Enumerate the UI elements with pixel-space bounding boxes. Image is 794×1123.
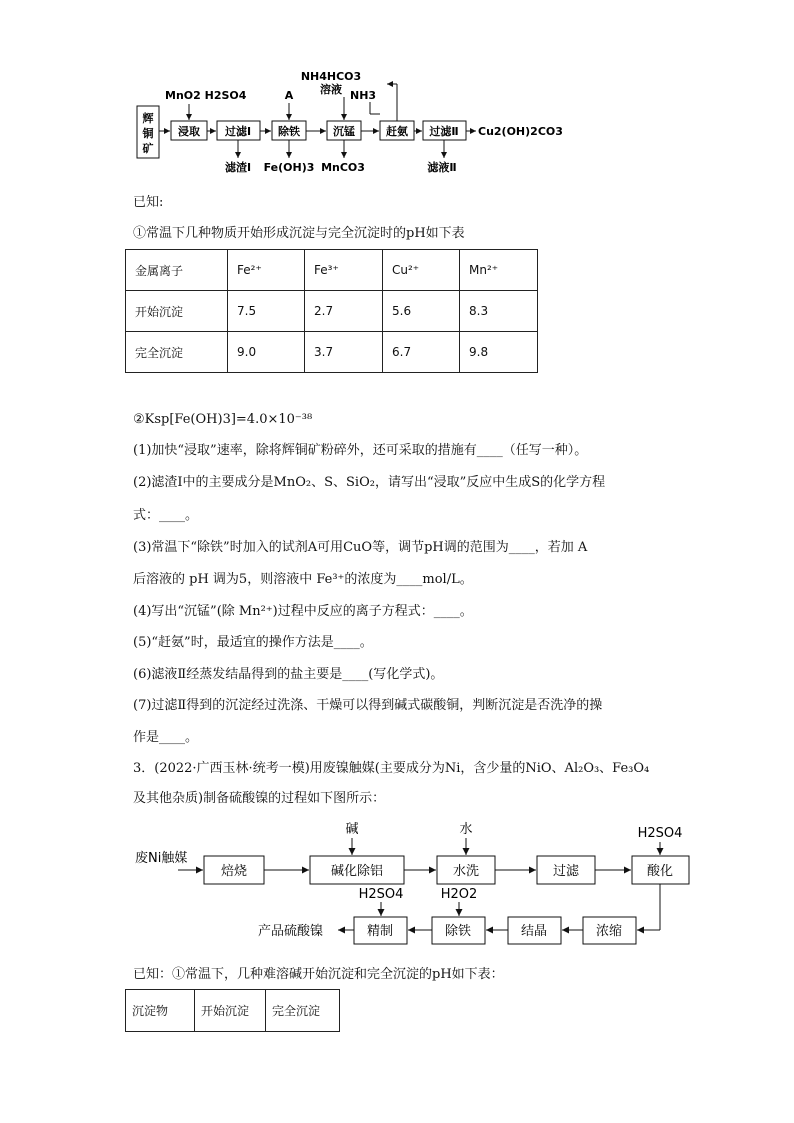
flow2-input: 废Ni触媒: [135, 851, 188, 866]
problem-3-line-1: 3．(2022·广西玉林·统考一模)用废镍触媒(主要成分为Ni，含少量的NiO、Al₂O₃、Fe₃O₄: [133, 761, 650, 776]
box-concentrate: 浓缩: [595, 924, 623, 939]
table-cell: Fe³⁺: [305, 250, 383, 291]
box-refine: 精制: [366, 924, 394, 939]
reagent-nh4hco3: NH4HCO3: [300, 70, 362, 83]
reagent-h2so4-refine: H2SO4: [358, 887, 404, 902]
table-cell: 3.7: [305, 332, 383, 373]
ore-char-3: 矿: [142, 142, 154, 155]
note-1: ①常温下几种物质开始形成沉淀与完全沉淀时的pH如下表: [133, 226, 465, 241]
table-cell: 金属离子: [126, 250, 228, 291]
reagent-h2so4-top: H2SO4: [637, 826, 683, 841]
question-2: (2)滤渣Ⅰ中的主要成分是MnO₂、S、SiO₂，请写出“浸取”反应中生成S的化学方程: [133, 475, 606, 490]
filtrate2-label: 滤液Ⅱ: [427, 161, 457, 174]
reagent-h2o2: H2O2: [440, 887, 478, 902]
ph-table: [125, 249, 538, 373]
question-2-cont: 式：____。: [133, 508, 199, 523]
table-cell: 完全沉淀: [126, 332, 228, 373]
table-cell: Mn²⁺: [460, 250, 538, 291]
box-roast: 焙烧: [220, 864, 248, 879]
note-3: 已知：①常温下，几种难溶碱开始沉淀和完全沉淀的pH如下表：: [133, 967, 504, 982]
reagent-base: 碱: [345, 822, 359, 837]
table-row: [126, 990, 340, 1032]
table-cell: 9.8: [460, 332, 538, 373]
question-6: (6)滤液Ⅱ经蒸发结晶得到的盐主要是____(写化学式)。: [133, 667, 444, 682]
box-filter1: 过滤Ⅰ: [224, 125, 252, 138]
note-2: ②Ksp[Fe(OH)3]=4.0×10⁻³⁸: [133, 412, 313, 427]
box-precip-mn: 沉锰: [333, 125, 355, 138]
reagent-solution: 溶液: [320, 83, 342, 96]
table-cell: 开始沉淀: [195, 990, 266, 1032]
flowchart-nickel: [0, 815, 794, 955]
feoh3-label: Fe(OH)3: [263, 161, 315, 174]
known-label: 已知:: [133, 195, 164, 210]
table-cell: Fe²⁺: [228, 250, 305, 291]
table-row: [126, 250, 538, 291]
table-cell: 沉淀物: [126, 990, 195, 1032]
box-filter: 过滤: [552, 864, 580, 879]
box-crystallize: 结晶: [520, 924, 548, 939]
question-1: (1)加快“浸取”速率，除将辉铜矿粉碎外，还可采取的措施有____（任写一种）。: [133, 443, 588, 458]
table-row: [126, 291, 538, 332]
reagent-leach: MnO2 H2SO4: [165, 89, 247, 102]
flowchart-copper: [0, 0, 794, 190]
table-cell: 9.0: [228, 332, 305, 373]
product-label: Cu2(OH)2CO3: [478, 125, 563, 138]
box-acidify: 酸化: [646, 864, 674, 879]
box-remove-iron-2: 除铁: [444, 924, 472, 939]
box-filter2: 过滤Ⅱ: [429, 125, 459, 138]
table-cell: 5.6: [383, 291, 460, 332]
table-cell: 2.7: [305, 291, 383, 332]
box-leach: 浸取: [178, 125, 200, 138]
reagent-a: A: [284, 89, 294, 102]
box-water-wash: 水洗: [452, 864, 480, 879]
table-cell: Cu²⁺: [383, 250, 460, 291]
box-drive-ammonia: 赶氨: [386, 125, 408, 138]
table-cell: 7.5: [228, 291, 305, 332]
question-4: (4)写出“沉锰”(除 Mn²⁺)过程中反应的离子方程式：____。: [133, 604, 473, 619]
table-cell: 6.7: [383, 332, 460, 373]
table-cell: 开始沉淀: [126, 291, 228, 332]
problem-3-line-2: 及其他杂质)制备硫酸镍的过程如下图所示：: [133, 791, 386, 806]
reagent-water: 水: [459, 822, 473, 837]
mnco3-label: MnCO3: [321, 161, 365, 174]
question-3: (3)常温下“除铁”时加入的试剂A可用CuO等，调节pH调的范围为____，若加 A: [133, 540, 588, 555]
ore-char-1: 辉: [142, 112, 154, 125]
hydroxide-ph-table: [125, 989, 340, 1032]
nh3-label: NH3: [350, 89, 377, 102]
table-cell: 8.3: [460, 291, 538, 332]
box-alkali-al: 碱化除铝: [330, 864, 384, 879]
question-7-cont: 作是____。: [133, 730, 199, 745]
ore-char-2: 铜: [142, 127, 154, 140]
box-remove-iron: 除铁: [278, 125, 300, 138]
question-5: (5)“赶氨”时，最适宜的操作方法是____。: [133, 635, 373, 650]
product-nickel-sulfate: 产品硫酸镍: [258, 924, 324, 939]
question-7: (7)过滤Ⅱ得到的沉淀经过洗涤、干燥可以得到碱式碳酸铜，判断沉淀是否洗净的操: [133, 698, 603, 713]
residue1-label: 滤渣Ⅰ: [224, 161, 252, 174]
question-3-cont: 后溶液的 pH 调为5，则溶液中 Fe³⁺的浓度为____mol/L。: [133, 572, 473, 587]
table-row: [126, 332, 538, 373]
table-cell: 完全沉淀: [266, 990, 340, 1032]
